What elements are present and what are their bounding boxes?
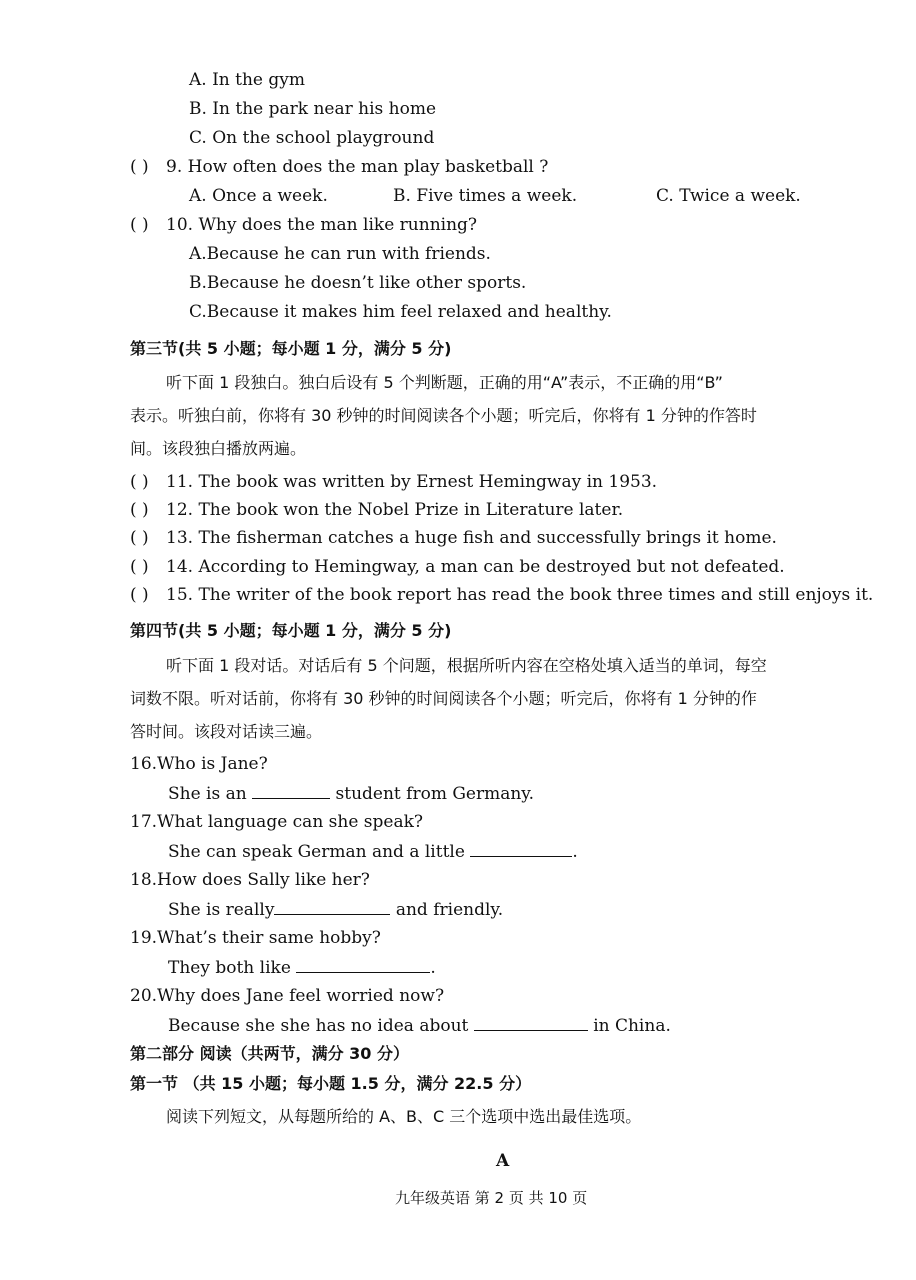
part2-instruction: 阅读下列短文，从每题所给的 A、B、C 三个选项中选出最佳选项。 [166, 1107, 642, 1126]
q16-answer-prefix: She is an [168, 784, 247, 804]
q15-row [130, 584, 873, 606]
answer-paren: ( ) [130, 557, 149, 577]
q16-answer-blank[interactable] [252, 781, 330, 799]
q20-answer-blank[interactable] [474, 1013, 588, 1031]
q13-statement: 13. The fisherman catches a huge fish and successfully brings it home. [166, 528, 777, 548]
q10-question-row [130, 214, 477, 236]
q14-row [130, 556, 785, 578]
section4-instruction-line1: 听下面 1 段对话。对话后有 5 个问题，根据所听内容在空格处填入适当的单词，每空 [166, 656, 767, 675]
q20-answer-suffix: in China. [593, 1016, 671, 1036]
q12-statement: 12. The book won the Nobel Prize in Literature later. [166, 500, 624, 520]
q20-answer-row [168, 1013, 671, 1037]
answer-paren: ( ) [130, 157, 149, 177]
q20-question: 20.Why does Jane feel worried now? [130, 986, 445, 1006]
section4-heading: 第四节(共 5 小题；每小题 1 分，满分 5 分) [130, 621, 452, 640]
q13-row [130, 527, 777, 549]
page-footer: 九年级英语 第 2 页 共 10 页 [395, 1189, 588, 1207]
section4-instruction-line3: 答时间。该段对话读三遍。 [130, 722, 323, 741]
q18-answer-blank[interactable] [274, 897, 390, 915]
q8-option-a: A. In the gym [189, 70, 306, 90]
answer-paren: ( ) [130, 215, 149, 235]
answer-paren: ( ) [130, 585, 149, 605]
q9-option-a: A. Once a week. [189, 186, 328, 206]
q9-question: 9. How often does the man play basketball ? [166, 157, 549, 177]
q19-answer-blank[interactable] [296, 955, 430, 973]
q9-option-b: B. Five times a week. [393, 186, 578, 206]
part2-section1-heading: 第一节 （共 15 小题；每小题 1.5 分，满分 22.5 分） [130, 1074, 532, 1093]
section3-instruction-line2: 表示。听独白前，你将有 30 秒钟的时间阅读各个小题；听完后，你将有 1 分钟的作答时 [130, 406, 757, 425]
q17-answer-row [168, 839, 578, 863]
q17-answer-suffix: . [572, 842, 578, 862]
q17-answer-blank[interactable] [470, 839, 572, 857]
q10-option-b: B.Because he doesn’t like other sports. [189, 273, 527, 293]
q17-answer-prefix: She can speak German and a little [168, 842, 465, 862]
section3-heading: 第三节(共 5 小题；每小题 1 分，满分 5 分) [130, 339, 452, 358]
q9-question-row [130, 156, 548, 178]
q19-answer-prefix: They both like [168, 958, 291, 978]
section3-instruction-line3: 间。该段独白播放两遍。 [130, 439, 307, 458]
q19-answer-row [168, 955, 436, 979]
q17-question: 17.What language can she speak? [130, 812, 424, 832]
q8-option-b: B. In the park near his home [189, 99, 437, 119]
part2-heading: 第二部分 阅读（共两节，满分 30 分） [130, 1044, 409, 1063]
q11-row [130, 471, 657, 493]
q18-answer-prefix: She is really [168, 900, 275, 920]
q14-statement: 14. According to Hemingway, a man can be destroyed but not defeated. [166, 557, 785, 577]
q16-question: 16.Who is Jane? [130, 754, 268, 774]
q18-answer-suffix: and friendly. [395, 900, 504, 920]
passage-label: A [496, 1151, 510, 1171]
q20-answer-prefix: Because she she has no idea about [168, 1016, 469, 1036]
answer-paren: ( ) [130, 472, 149, 492]
q10-option-a: A.Because he can run with friends. [189, 244, 491, 264]
section4-instruction-line2: 词数不限。听对话前，你将有 30 秒钟的时间阅读各个小题；听完后，你将有 1 分钟的作 [130, 689, 757, 708]
section3-instruction-line1: 听下面 1 段独白。独白后设有 5 个判断题，正确的用“A”表示，不正确的用“B” [166, 373, 723, 392]
q10-question: 10. Why does the man like running? [166, 215, 478, 235]
q16-answer-suffix: student from Germany. [335, 784, 535, 804]
q19-question: 19.What’s their same hobby? [130, 928, 381, 948]
q10-option-c: C.Because it makes him feel relaxed and healthy. [189, 302, 612, 322]
q18-answer-row [168, 897, 503, 921]
q12-row [130, 499, 623, 521]
q15-statement: 15. The writer of the book report has read the book three times and still enjoys it. [166, 585, 874, 605]
q16-answer-row [168, 781, 534, 805]
q9-option-c: C. Twice a week. [656, 186, 801, 206]
q19-answer-suffix: . [430, 958, 436, 978]
answer-paren: ( ) [130, 528, 149, 548]
q18-question: 18.How does Sally like her? [130, 870, 370, 890]
answer-paren: ( ) [130, 500, 149, 520]
q11-statement: 11. The book was written by Ernest Hemingway in 1953. [166, 472, 658, 492]
q8-option-c: C. On the school playground [189, 128, 435, 148]
